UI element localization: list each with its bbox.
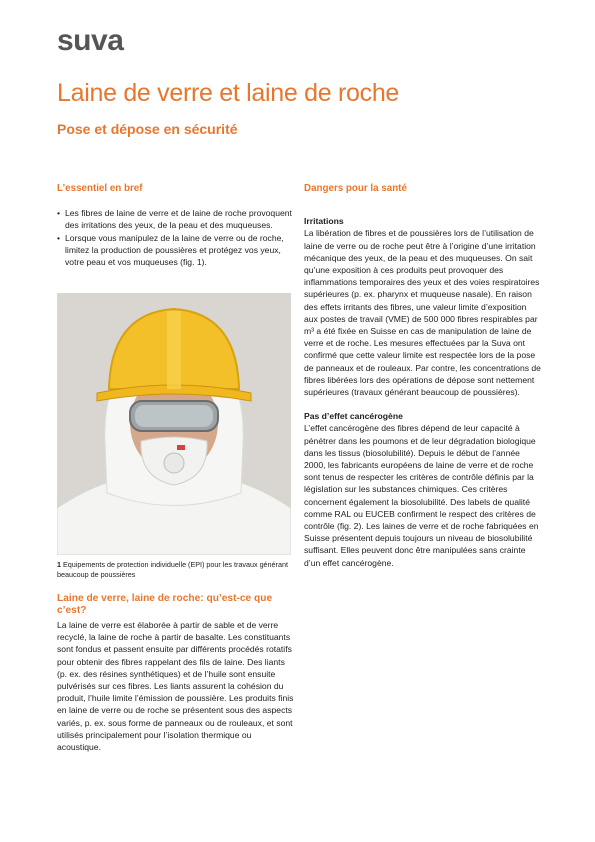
suva-logo: suva: [57, 24, 124, 57]
page-title: Laine de verre et laine de roche: [57, 79, 400, 107]
what-is-paragraph: La laine de verre est élaborée à partir de sable et de verre recyclé, la laine de roche à partir de basalte. Les constituants sont fondus et passent ensuite par différents procédés rotatifs pour obtenir des fibres rappelant des fils de laine. Des liants (p. ex. des résines synthétiques) et de l’huile sont ensuite pulvérisés sur ces fibres. Les liants assurent la cohésion du produit, l’huile limite l’émission de poussière. Les produits finis en laine de verre ou de roche se présentent sous des aspects variés, p. ex. sous forme de panneaux ou de rouleaux, et sont utilisés principalement pour l’isolation thermique ou acoustique.: [57, 620, 294, 753]
what-is-heading: Laine de verre, laine de roche: qu’est-ce que c’est?: [57, 593, 273, 617]
list-item: • Les fibres de laine de verre et de laine de roche provoquent des irritations des yeux, de la peau et des muqueuses.: [65, 207, 295, 231]
figure-caption-text: Equipements de protection individuelle (EPI) pour les travaux générant beaucoup de poussières: [57, 560, 288, 579]
left-column: [57, 183, 295, 268]
carcinogenic-subheading: Pas d’effet cancérogène: [304, 411, 403, 422]
health-hazards-heading: Dangers pour la santé: [304, 183, 407, 194]
page-subtitle: Pose et dépose en sécurité: [57, 121, 238, 137]
what-is-paragraph-wrap: [57, 619, 295, 753]
worker-illustration: [57, 293, 291, 555]
ppe-worker-photo: [57, 293, 291, 555]
carcinogenic-paragraph: L’effet cancérogène des fibres dépend de leur capacité à pénétrer dans les poumons et de leur dégradation biologique dans les tissus (biosolubilité). Depuis le début de l’année 2000, les fabricants européens de laine de verre et de roche sont tenus de respecter les critères de contrôle définis par la législation sur les substances chimiques. Ces critères concernent également la biosolubilité. Des labels de qualité comme RAL ou EUCEB confirment le respect des critères de contrôle (fig. 2). Les laines de verre et de roche fabriquées en Suisse présentent depuis toujours un niveau de biosolubilité suffisant. Elles peuvent donc être manipulées sans crainte d’un effet cancérogène.: [304, 423, 539, 568]
irritations-paragraph: La libération de fibres et de poussières lors de l’utilisation de laine de verre ou de roche peut être à l’origine d’une irritation mécanique des yeux, de la peau et des muqueuses. On sait qu’une exposition à ces produits peut provoquer des inflammations temporaires des yeux et des voies respiratoires supérieures (p. ex. pharynx et muqueuse nasale). En raison des effets irritants des fibres, une valeur limite d’exposition aux postes de travail (VME) de 500 000 fibres respirables par m³ a été fixée en Suisse en cas de manipulation de laine de verre et de roche. Les mesures effectuées par la Suva ont confirmé que cette valeur limite est respectée lors de la pose de panneaux et de rouleaux. Par contre, les concentrations de fibres libérées lors des opérations de dépose sont nettement supérieures (travaux générant beaucoup de poussières).: [304, 228, 541, 398]
essentials-list: [57, 207, 295, 268]
essentials-heading: L’essentiel en bref: [57, 183, 143, 194]
list-item: • Lorsque vous manipulez de la laine de verre ou de roche, limitez la production de poussières et protégez vos yeux, votre peau et vos muqueuses (fig. 1).: [65, 232, 295, 269]
figure-number: 1: [57, 560, 61, 569]
irritations-subheading: Irritations: [304, 216, 344, 227]
figure-caption: [57, 560, 291, 579]
right-column: [304, 183, 541, 569]
